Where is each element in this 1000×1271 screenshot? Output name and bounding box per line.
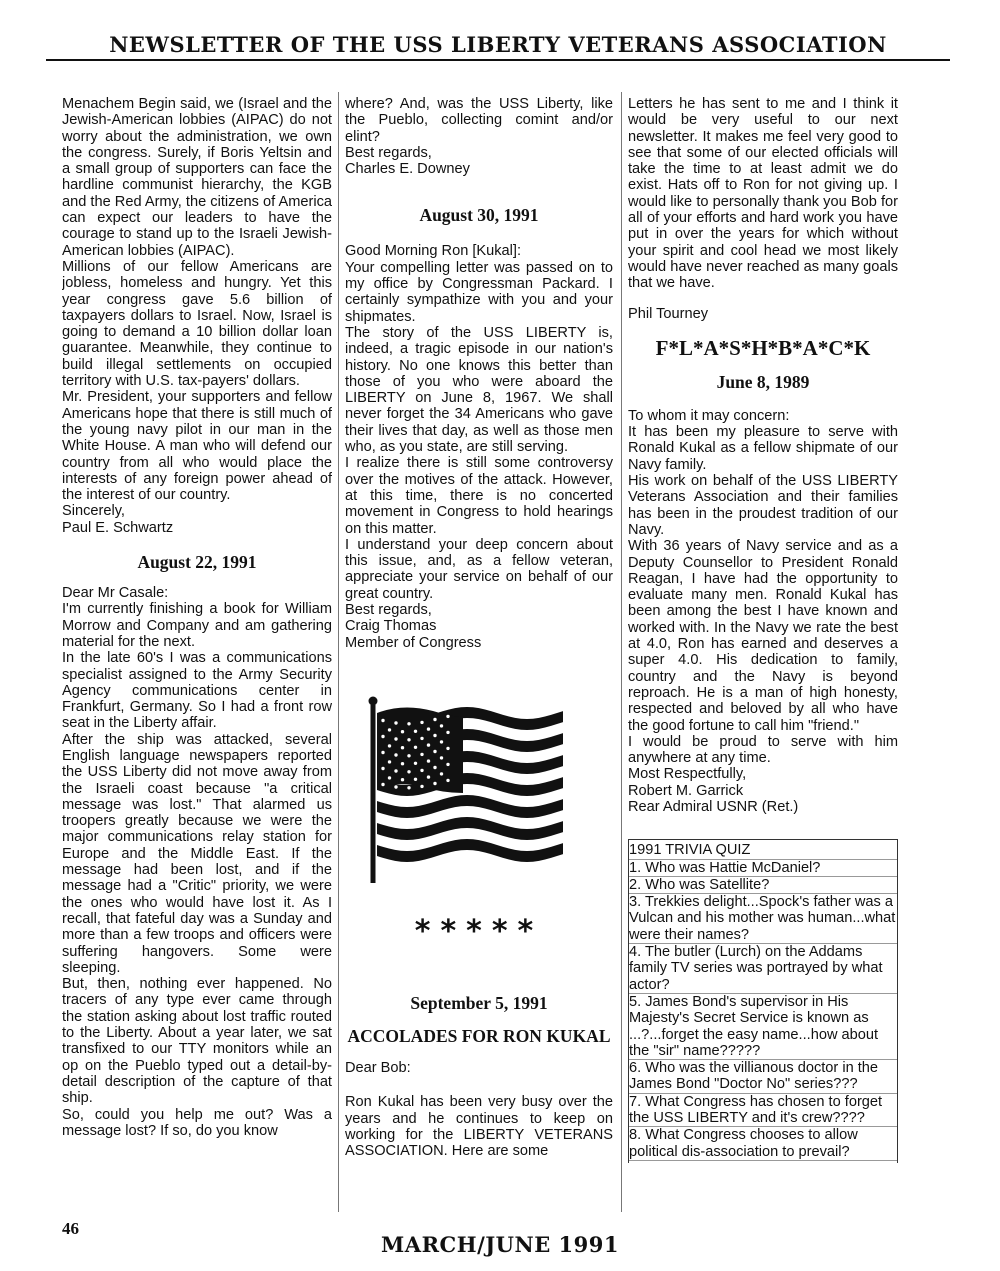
flag-star [381, 751, 384, 754]
flag-star [401, 778, 404, 781]
letter-closing: Most Respectfully, [628, 766, 747, 783]
flag-star [420, 769, 423, 772]
letter-date-heading: August 30, 1991 [419, 205, 539, 226]
flag-star [440, 724, 443, 727]
flag-star [427, 743, 430, 746]
masthead-title: NEWSLETTER OF THE USS LIBERTY VETERANS ASSOCIATION [109, 32, 887, 57]
letter-paragraph: where? And, was the USS Liberty, like the Pueblo, collecting comint and/or elint? [345, 96, 613, 145]
flag-star [440, 772, 443, 775]
letter-paragraph: Menachem Begin said, we (Israel and the Jewish-American lobbies (AIPAC) do not worry about the administration, we own the congress. Surely, if Boris Yeltsin and a small group of supporters can face the hardline communist hierarchy, the KGB and the Red Army, the citizens of America can expect our leaders to have the courage to stand up to the Israeli Jewish-American lobbies (AIPAC). [62, 96, 332, 259]
letter-paragraph: His work on behalf of the USS LIBERTY Veterans Association and their families has been in the proudest tradition of our Navy. [628, 473, 898, 538]
flag-star [388, 760, 391, 763]
letter-paragraph: Millions of our fellow Americans are jobless, homeless and hungry. Yet this year congress gave 5.6 billion of taxpayers dollars to Israel. Now, Israel is going to demand a 10 billion dollar loan guarantee. Meanwhile, they continue to build illegal settlements on occupied territory with U.S. tax-payers' dollars. [62, 258, 332, 390]
flag-star [427, 759, 430, 762]
letter-salutation: Dear Bob: [345, 1059, 411, 1076]
letter-salutation: Good Morning Ron [Kukal]: [345, 243, 522, 260]
flag-stripe [377, 839, 563, 862]
quiz-question: 1. Who was Hattie McDaniel? [629, 860, 897, 877]
letter-signature: Robert M. Garrick [628, 782, 744, 799]
section-heading: ACCOLADES FOR RON KUKAL [347, 1025, 611, 1046]
flag-star [433, 782, 436, 785]
letter-paragraph: I would be proud to serve with him anywhere at any time. [628, 733, 898, 767]
section-heading: F*L*A*S*H*B*A*C*K [655, 335, 871, 360]
section-divider-stars: ***** [414, 913, 544, 949]
quiz-question: 8. What Congress chooses to allow political dis-association to prevail? [629, 1127, 897, 1161]
flag-star [394, 737, 397, 740]
flag-star [446, 731, 449, 734]
flag-star [401, 746, 404, 749]
flag-star [440, 740, 443, 743]
flag-star [407, 754, 410, 757]
letter-paragraph: The story of the USS LIBERTY is, indeed, a tragic episode in our nation's history. No one knows this better than those of you who were aboard the LIBERTY on June 8, 1967. We shall never forget the 34 Americans who gave their lives that day, as well as those men who, as you state, are still serving. [345, 324, 613, 456]
issue-date: MARCH/JUNE 1991 [381, 1232, 619, 1257]
flag-star [401, 730, 404, 733]
flag-star [394, 769, 397, 772]
letter-signature: Phil Tourney [628, 305, 709, 322]
letter-signature: Paul E. Schwartz [62, 519, 174, 536]
letter-date-heading: August 22, 1991 [137, 552, 257, 573]
flag-star [414, 762, 417, 765]
letter-paragraph: I'm currently finishing a book for William Morrow and Company and am gathering material for the next. [62, 601, 332, 650]
american-flag-illustration [345, 695, 613, 885]
flag-star [388, 776, 391, 779]
flag-star [381, 735, 384, 738]
letter-paragraph: Letters he has sent to me and I think it would be very useful to our next newsletter. It makes me feel very good to see that some of our elected officials will take the time to at least admit we do exist. Hats off to Ron for not giving up. I would like to personally thank you Bob for all of your efforts and hard work you have put in over the years for which without your spirit and cool head we most likely would have never reached as many goals that we have. [628, 96, 898, 292]
quiz-question: 5. James Bond's supervisor in His Majesty's Secret Service is known as ...?...forget the easy name...how about the "sir" name????? [629, 994, 897, 1060]
flag-star [433, 734, 436, 737]
letter-paragraph: Mr. President, your supporters and fellow Americans hope that there is still much of the young navy pilot in our man in the White House. A man who will defend our country from all who would place the interests of any foreign power ahead of the interest of our country. [62, 389, 332, 504]
letter-paragraph: Ron Kukal has been very busy over the years and he continues to keep on working for the LIBERTY VETERANS ASSOCIATION. Here are some [345, 1094, 613, 1160]
letter-signature: Craig Thomas [345, 618, 437, 635]
flag-star [446, 763, 449, 766]
letter-date-heading: June 8, 1989 [716, 371, 810, 392]
flag-star [407, 770, 410, 773]
masthead-rule [46, 59, 950, 61]
letter-salutation: To whom it may concern: [628, 407, 790, 424]
flag-star [420, 753, 423, 756]
flag-star [381, 783, 384, 786]
column-1 [62, 96, 332, 1193]
letter-salutation: Dear Mr Casale: [62, 585, 169, 602]
flag-star [440, 756, 443, 759]
flag-star [427, 727, 430, 730]
quiz-title: 1991 TRIVIA QUIZ [629, 842, 897, 859]
flag-star [414, 778, 417, 781]
flag-star [433, 718, 436, 721]
page-number: 46 [62, 1219, 79, 1238]
flag-star [394, 721, 397, 724]
letter-paragraph: But, then, nothing ever happened. No tracers of any type ever came through the station asking about lost traffic routed to the Liberty. About a year later, we sat transfixed to our TTY monitors while an op on the Pueblo typed out a detail-by-detail description of the capture of that ship. [62, 976, 332, 1107]
column-divider [621, 92, 622, 1212]
flag-star [394, 753, 397, 756]
letter-closing: Best regards, [345, 602, 432, 619]
quiz-question: 2. Who was Satellite? [629, 877, 897, 894]
letter-paragraph: I understand your deep concern about this issue, and, as a fellow veteran, appreciate your service on behalf of our great country. [345, 536, 613, 602]
american-flag-icon [363, 695, 563, 885]
quiz-question: 7. What Congress has chosen to forget the USS LIBERTY and it's crew???? [629, 1094, 897, 1128]
column-divider [338, 92, 339, 1212]
quiz-question: 6. Who was the villianous doctor in the James Bond "Doctor No" series??? [629, 1060, 897, 1094]
flag-star [446, 715, 449, 718]
flag-stripe [377, 817, 563, 840]
flag-stripe [377, 795, 563, 818]
flag-star [420, 721, 423, 724]
flag-star [420, 737, 423, 740]
flag-star [388, 744, 391, 747]
letter-paragraph: It has been my pleasure to serve with Ronald Kukal as a fellow shipmate of our Navy family. [628, 424, 898, 473]
letter-paragraph: So, could you help me out? Was a message lost? If so, do you know [62, 1106, 332, 1139]
letter-paragraph: With 36 years of Navy service and as a Deputy Counsellor to President Ronald Reagan, I have had the opportunity to evaluate many men. Ronald Kukal has been among the best I have known and worked with. In the Navy we rate the best at 4.0, Ron has earned and deserves a super 4.0. His dedication to family, country and the Navy is beyond reproach. He is a man of high honesty, respected and beloved by all who have the good fortune to call him "friend." [628, 538, 898, 734]
flag-star [433, 750, 436, 753]
letter-paragraph: After the ship was attacked, several English language newspapers reported the USS Liberty did not move away from the Israeli coast because "a critical message was lost." That alarmed us troopers greatly because we were the major communications relay station for Europe and the Middle East. If the message had been lost, and if the message had a "Critic" priority, we were the ones who would have lost it. As I recall, that fateful day was a Sunday and more than a few troops and officers were suffering hangovers. Some were sleeping. [62, 731, 332, 976]
letter-signature: Charles E. Downey [345, 161, 470, 178]
flag-star [407, 786, 410, 789]
letter-signer-title: Rear Admiral USNR (Ret.) [628, 798, 799, 815]
letter-signer-title: Member of Congress [345, 634, 482, 651]
quiz-question: 3. Trekkies delight...Spock's father was a Vulcan and his mother was human...what were their names? [629, 894, 896, 943]
flag-star [446, 779, 449, 782]
flag-star [388, 728, 391, 731]
letter-date-heading: September 5, 1991 [410, 992, 548, 1013]
letter-paragraph: Your compelling letter was passed on to my office by Congressman Packard. I certainly sympathize with you and your shipmates. [345, 259, 613, 325]
flag-star [427, 775, 430, 778]
quiz-question: 4. The butler (Lurch) on the Addams family TV series was portrayed by what actor? [629, 944, 897, 994]
column-2 [345, 96, 613, 1193]
letter-paragraph: In the late 60's I was a communications specialist assigned to the Army Security Agency communications center in Frankfurt, Germany. So I had a front row seat in the Liberty affair. [62, 650, 332, 732]
flag-star [407, 738, 410, 741]
flag-star [407, 722, 410, 725]
letter-closing: Best regards, [345, 144, 432, 161]
column-3 [628, 96, 898, 1193]
flag-star [433, 766, 436, 769]
letter-closing: Sincerely, [62, 503, 125, 520]
flag-star [446, 747, 449, 750]
flag-star [420, 785, 423, 788]
flag-star [401, 762, 404, 765]
letter-paragraph: I realize there is still some controversy over the motives of the attack. However, at this time, there is no concerted movement in Congress to hold hearings on this matter. [345, 455, 613, 537]
flag-star [414, 746, 417, 749]
flag-star [381, 719, 384, 722]
trivia-quiz-box [628, 839, 898, 1163]
flag-star [394, 785, 397, 788]
flag-star [414, 730, 417, 733]
flag-star [381, 767, 384, 770]
